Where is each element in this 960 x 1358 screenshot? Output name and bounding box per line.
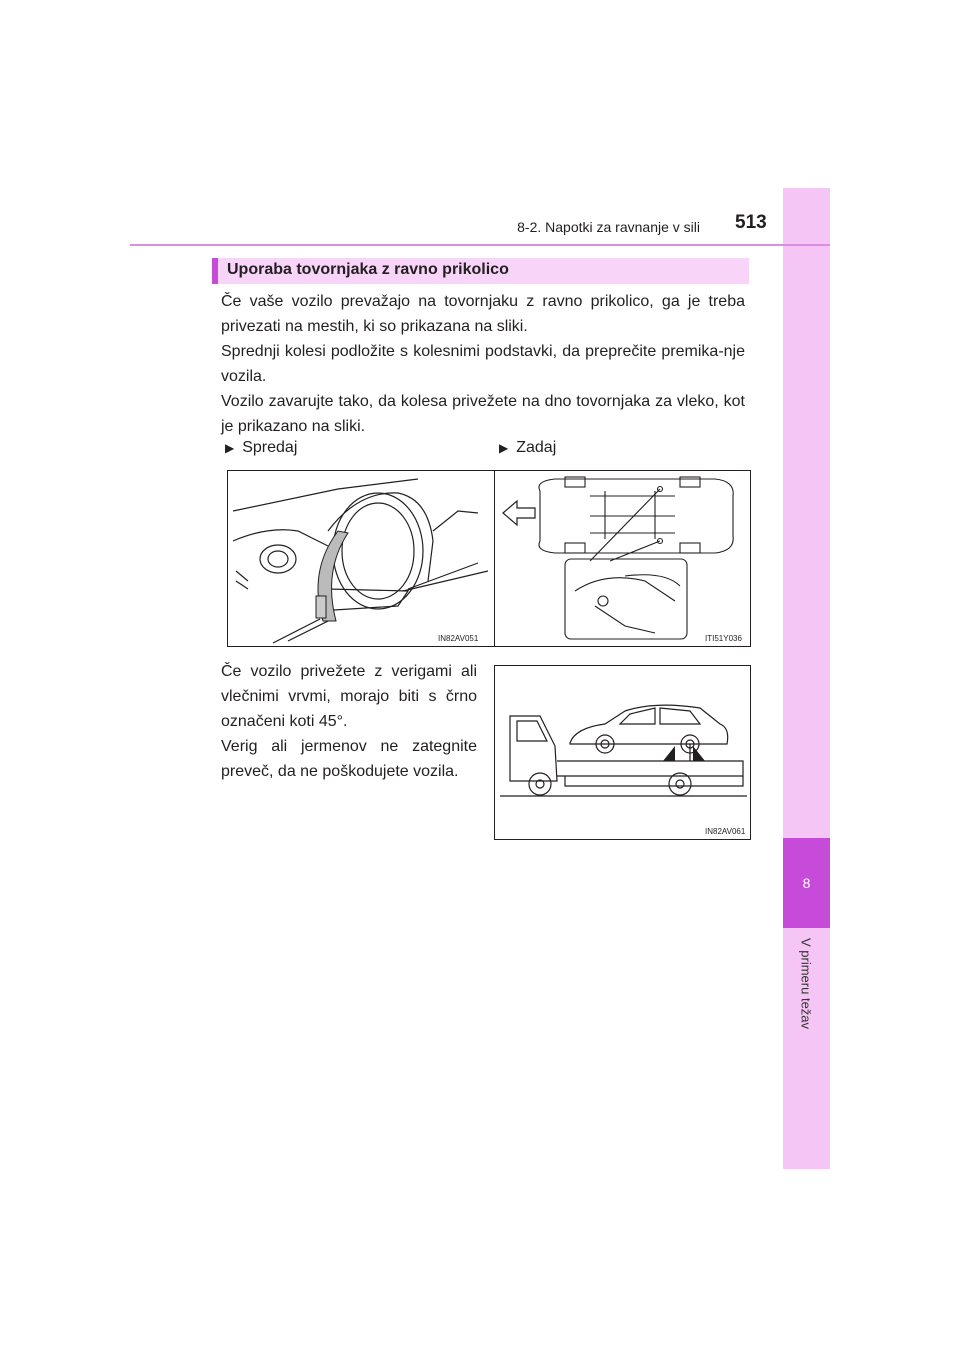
chapter-number: 8 [783,838,830,928]
flatbed-truck-illustration [495,666,750,839]
paragraph-1: Če vaše vozilo prevažajo na tovornjaku z ravno prikolico, ga je treba privezati na mestih, ki so prikazana na sliki. [221,293,745,335]
truck-figure-code: IN82AV061 [705,827,746,836]
triangle-right-icon: ▶ [499,441,509,455]
side-paragraph-1: Če vozilo privežete z verigami ali vlečnimi vrvmi, morajo biti s črno označeni koti 45°. [221,663,477,730]
rear-label-text: Zadaj [516,439,557,456]
truck-transport-figure [494,665,751,840]
header-divider [130,244,830,246]
front-wheel-illustration [228,471,494,646]
paragraph-3: Vozilo zavarujte tako, da kolesa privežete na dno tovornjaka za vleko, kot je prikazano na sliki. [221,393,745,435]
side-paragraph-2: Verig ali jermenov ne zategnite preveč, da ne poškodujete vozila. [221,738,477,780]
section-title: Uporaba tovornjaka z ravno prikolico [227,261,509,278]
page-number: 513 [735,212,767,233]
chapter-side-tab [783,188,830,1169]
rear-underbody-illustration [495,471,750,646]
paragraph-2: Sprednji kolesi podložite s kolesnimi podstavki, da preprečite premika-nje vozila. [221,343,745,385]
front-label-text: Spredaj [242,439,298,456]
section-heading-bar [212,258,749,284]
chapter-label: V primeru težav [798,938,814,1030]
rear-tie-down-figure [494,470,751,647]
header-section-title: 8-2. Napotki za ravnanje v sili [517,219,700,235]
section-heading-accent [212,258,218,284]
triangle-right-icon: ▶ [225,441,235,455]
front-tie-down-figure [227,470,495,647]
rear-figure-code: ITI51Y036 [705,634,742,643]
front-label [225,439,297,457]
rear-label [499,439,556,457]
front-figure-code: IN82AV051 [438,634,479,643]
